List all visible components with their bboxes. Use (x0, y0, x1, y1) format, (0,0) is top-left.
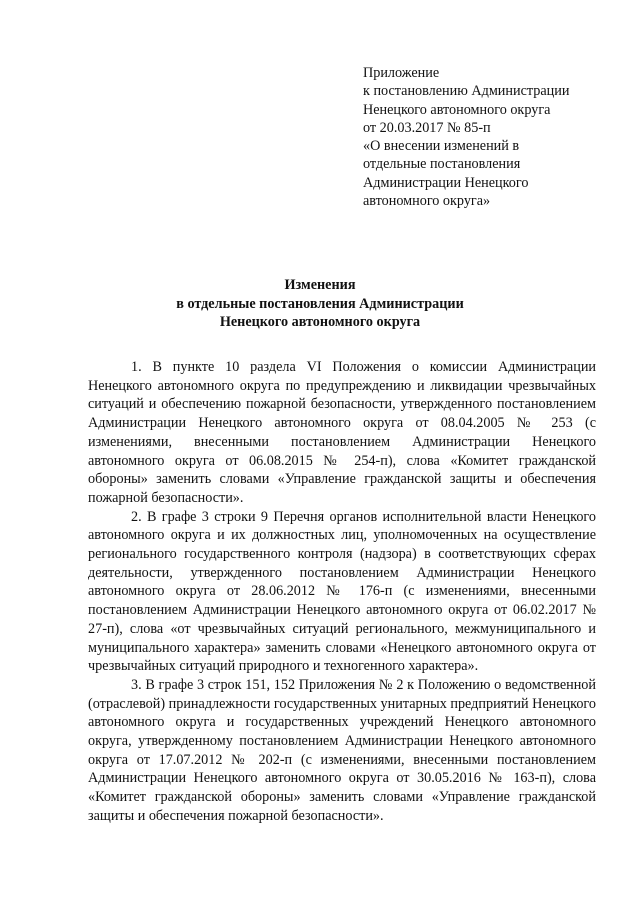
document-title (0, 276, 640, 332)
appendix-line: к постановлению Администрации (363, 83, 570, 100)
appendix-line: отдельные постановления (363, 156, 521, 173)
appendix-line: Приложение (363, 65, 440, 81)
appendix-header (363, 64, 623, 210)
appendix-line: Ненецкого автономного округа (363, 101, 551, 118)
appendix-line: «О внесении изменений в (363, 138, 520, 155)
title-line: в отдельные постановления Администрации (176, 295, 464, 312)
paragraph-1: 1. В пункте 10 раздела VI Положения о комиссии Администрации Ненецкого автономного округа по предупреждению и ликвидации чрезвычайных ситуаций и обеспечению пожарной безопасности, утвержденного постановлением Администрации Ненецкого автономного округа от 08.04.2005 № 253 (с изменениями, внесенными постановлением Администрации Ненецкого автономного округа от 06.08.2015 № 254-п), слова «Комитет гражданской обороны» заменить словами «Управление гражданской защиты и обеспечения пожарной безопасности». (88, 359, 596, 506)
title-line: Изменения (284, 277, 356, 293)
title-line: Ненецкого автономного округа (219, 314, 421, 331)
document-body (88, 358, 596, 826)
appendix-line: Администрации Ненецкого (363, 174, 529, 191)
paragraph-2: 2. В графе 3 строки 9 Перечня органов исполнительной власти Ненецкого автономного округа и их должностных лиц, уполномоченных на осуществление регионального государственного контроля (надзора) в соответствующих сферах деятельности, утвержденного постановлением Администрации Ненецкого автономного округа от 28.06.2012 № 176-п (с изменениями, внесенными постановлением Администрации Ненецкого автономного округа от 06.02.2017 № 27-п), слова «от чрезвычайных ситуаций регионального, межмуниципального и муниципального характера» заменить словами «Ненецкого автономного округа от чрезвычайных ситуаций природного и техногенного характера». (88, 508, 596, 675)
paragraph-3: 3. В графе 3 строк 151, 152 Приложения № 2 к Положению о ведомственной (отраслевой) принадлежности государственных унитарных предприятий Ненецкого автономного округа и государственных учреждений Ненецкого автономного округа, утвержденному постановлением Администрации Ненецкого автономного округа от 17.07.2012 № 202-п (с изменениями, внесенными постановлением Администрации Ненецкого автономного округа от 30.05.2016 № 163-п), слова «Комитет гражданской обороны» заменить словами «Управление гражданской защиты и обеспечения пожарной безопасности». (88, 676, 596, 824)
appendix-line: автономного округа» (363, 193, 491, 210)
appendix-line: от 20.03.2017 № 85-п (363, 119, 491, 136)
